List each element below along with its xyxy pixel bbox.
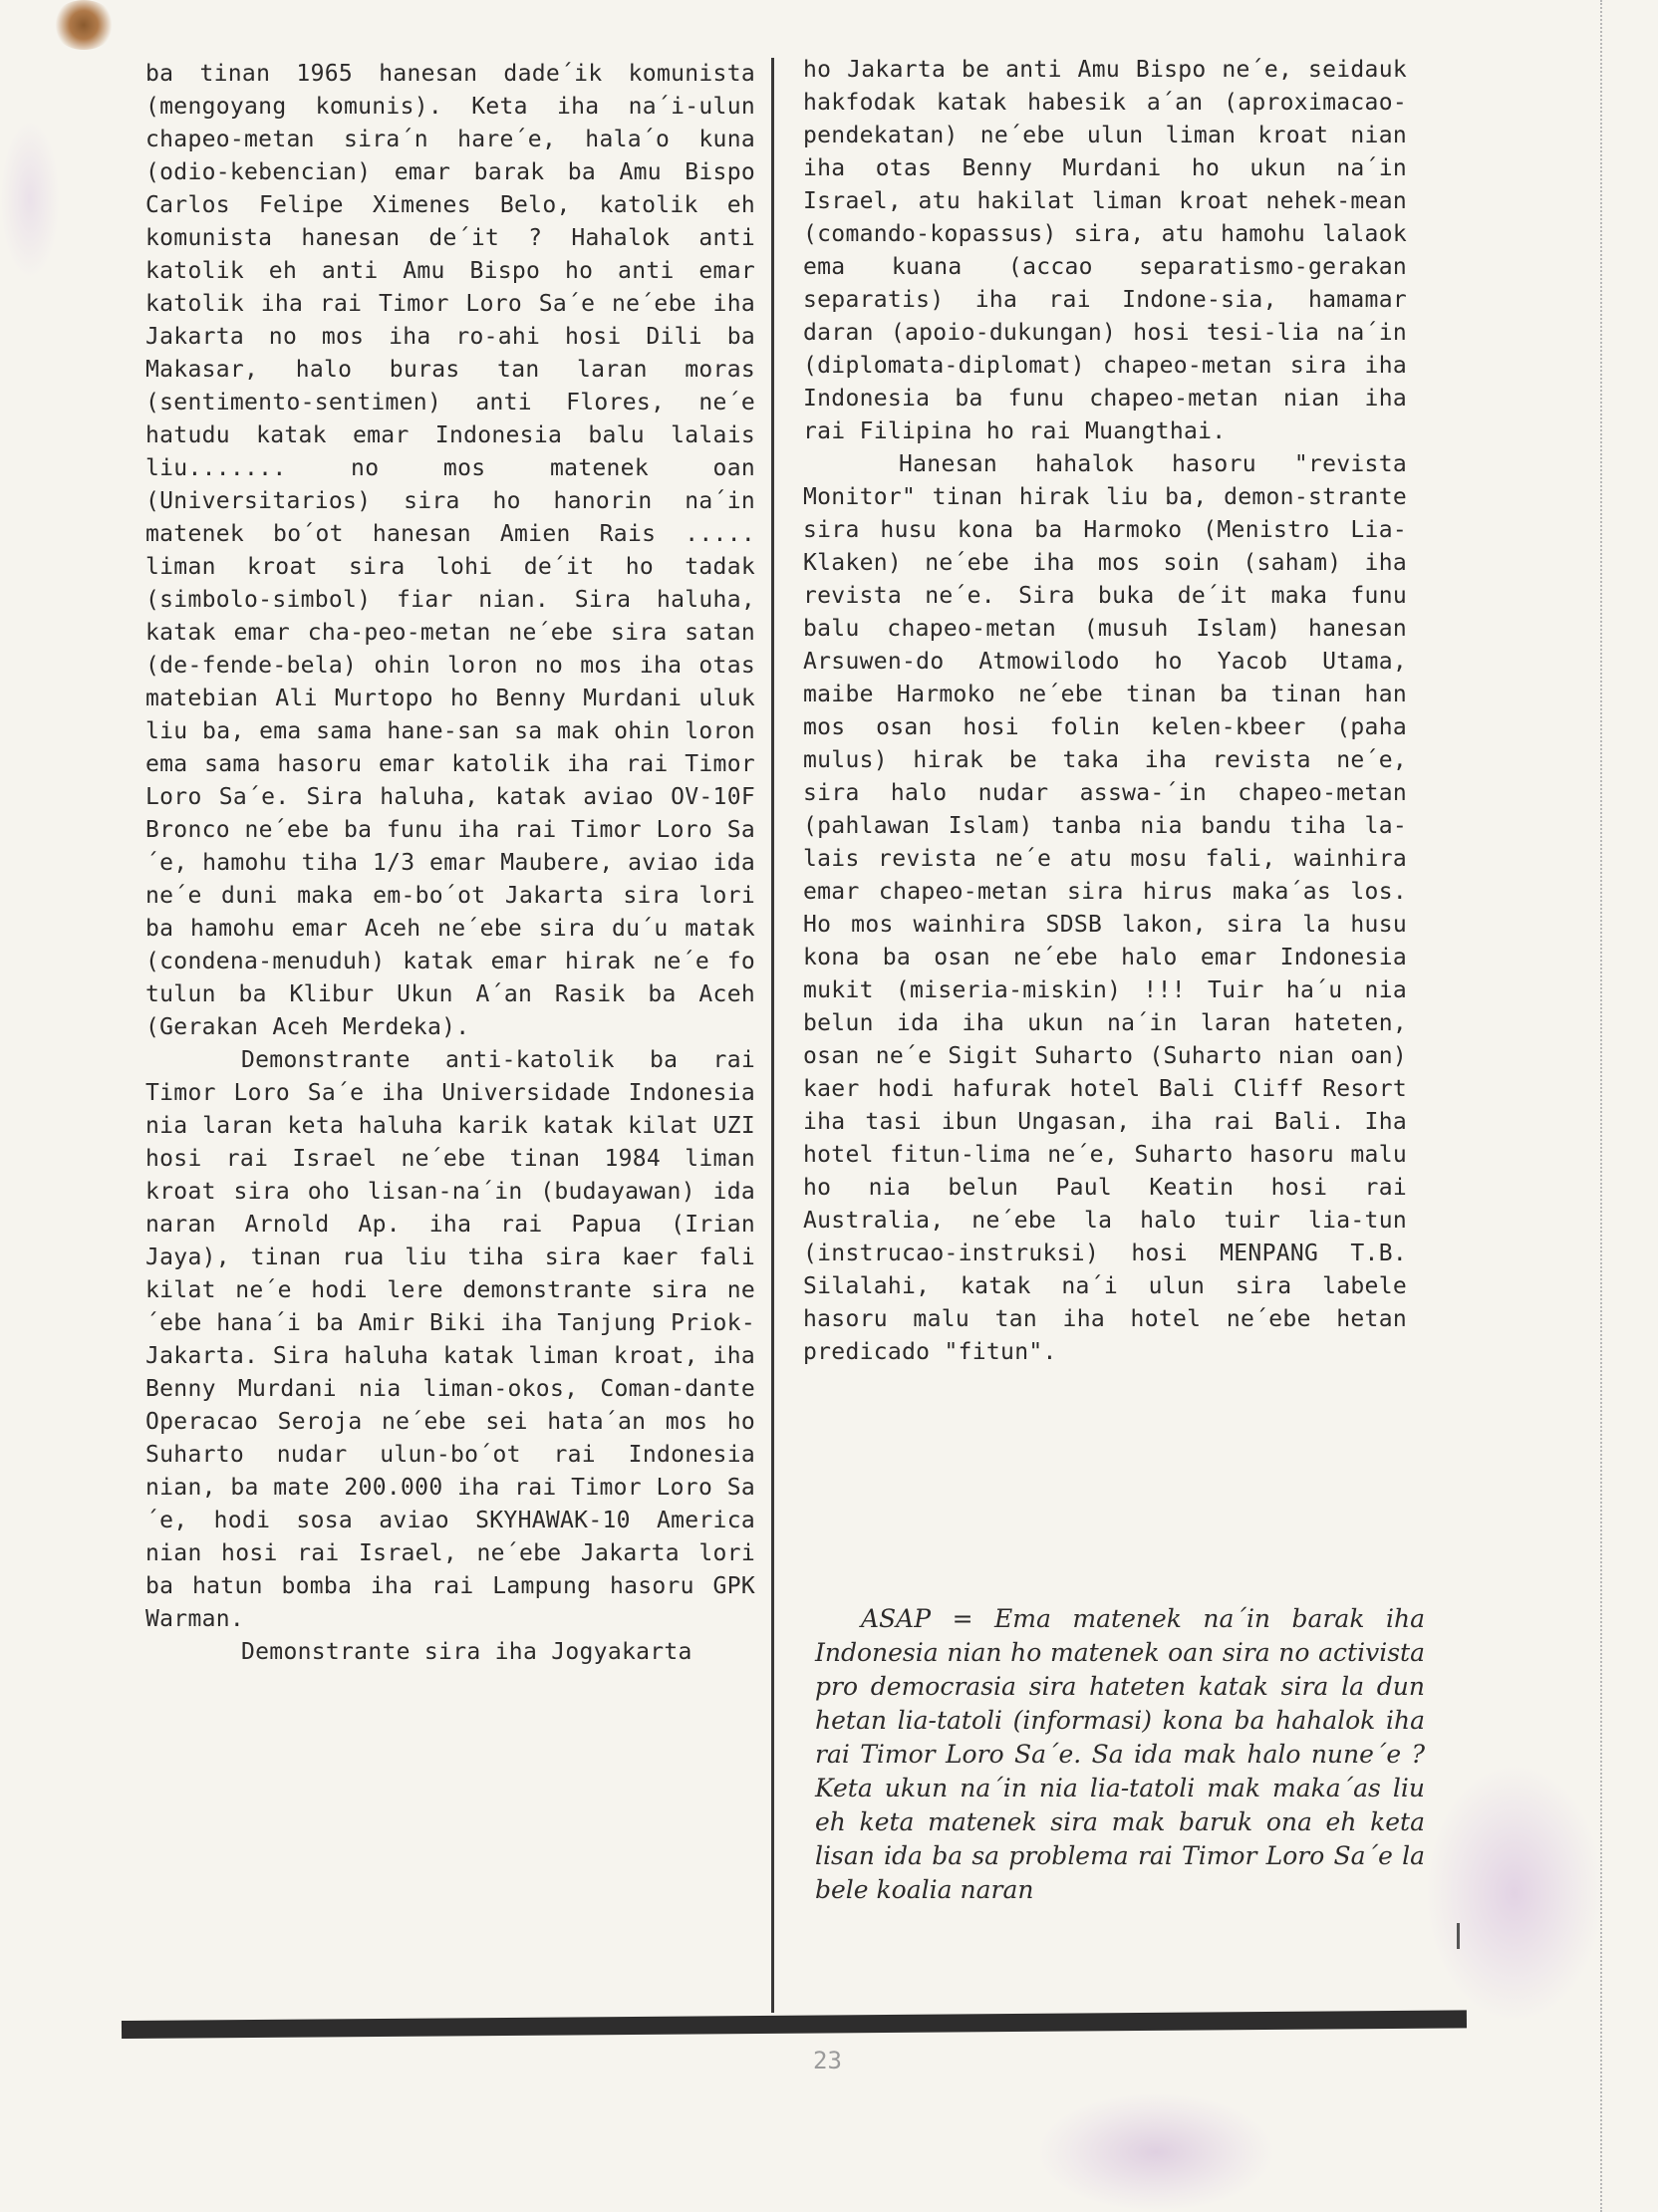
left-paragraph-3: Demonstrante sira iha Jogyakarta bbox=[241, 1639, 692, 1665]
right-column bbox=[803, 54, 1422, 1369]
footnote-text: = Ema matenek na´in barak iha Indonesia nian ho matenek oan sira no activista pro democrasia sira hateten katak sira la dun hetan lia-tatoli (informasi) kona ba hahalok iha rai Timor Loro Sa´e. Sa ida mak halo nune´e ? Keta ukun na´in nia lia-tatoli mak maka´as liu eh keta matenek sira mak baruk ona eh keta lisan ida ba sa problema rai Timor Loro Sa´e la bele koalia naran bbox=[815, 1604, 1425, 1904]
footnote-label: ASAP bbox=[861, 1604, 932, 1633]
column-divider bbox=[771, 58, 774, 2013]
right-paragraph-1: ho Jakarta be anti Amu Bispo ne´e, seidauk hakfodak katak habesik a´an (aproximacao-pendekatan) ne´ebe ulun liman kroat nian iha otas Benny Murdani ho ukun na´in Israel, atu hakilat liman kroat nehek-mean (comando-kopassus) sira, atu hamohu lalaok ema kuana (accao separatismo-gerakan separatis) iha rai Indone-sia, hamamar daran (apoio-dukungan) hosi tesi-lia na´in (diplomata-diplomat) chapeo-metan sira iha Indonesia ba funu chapeo-metan nian iha rai Filipina ho rai Muangthai. bbox=[803, 57, 1422, 444]
rust-stain bbox=[52, 0, 116, 50]
left-column bbox=[145, 58, 770, 1669]
bottom-rule bbox=[122, 2010, 1467, 2039]
ink-smudge bbox=[0, 120, 60, 279]
ink-smudge bbox=[1036, 2092, 1275, 2212]
margin-mark bbox=[1457, 1923, 1460, 1949]
left-paragraph-1: ba tinan 1965 hanesan dade´ik komunista (mengoyang komunis). Keta iha na´i-ulun chapeo-metan sira´n hare´e, hala´o kuna (odio-kebencian) emar barak ba Amu Bispo Carlos Felipe Ximenes Belo, katolik eh komunista hanesan de´it ? Hahalok anti katolik eh anti Amu Bispo ho anti emar katolik iha rai Timor Loro Sa´e ne´ebe iha Jakarta no mos iha ro-ahi hosi Dili ba Makasar, halo buras tan laran moras (sentimento-sentimen) anti Flores, ne´e hatudu katak emar Indonesia balu lalais liu....... no mos matenek oan (Universitarios) sira ho hanorin na´in matenek bo´ot hanesan Amien Rais ..... liman kroat sira lohi de´it ho tadak (simbolo-simbol) fiar nian. Sira haluha, katak emar cha-peo-metan ne´ebe sira satan (de-fende-bela) ohin loron no mos iha otas matebian Ali Murtopo ho Benny Murdani uluk liu ba, ema sama hane-san sa mak ohin loron ema sama hasoru emar katolik iha rai Timor Loro Sa´e. Sira haluha, katak aviao OV-10F Bronco ne´ebe ba funu iha rai Timor Loro Sa´e, hamohu tiha 1/3 emar Maubere, aviao ida ne´e duni maka em-bo´ot Jakarta sira lori ba hamohu emar Aceh ne´ebe sira du´u matak (condena-menuduh) katak emar hirak ne´e fo tulun ba Klibur Ukun A´an Rasik ba Aceh (Gerakan Aceh Merdeka). bbox=[145, 61, 770, 1040]
page-edge-line bbox=[1600, 0, 1603, 2212]
footnote bbox=[815, 1602, 1425, 1907]
left-paragraph-2: Demonstrante anti-katolik ba rai Timor Loro Sa´e iha Universidade Indonesia nia laran keta haluha karik katak kilat UZI hosi rai Israel ne´ebe tinan 1984 liman kroat sira oho lisan-na´in (budayawan) ida naran Arnold Ap. iha rai Papua (Irian Jaya), tinan rua liu tiha sira kaer fali kilat ne´e hodi lere demonstrante sira ne´ebe hana´i ba Amir Biki iha Tanjung Priok-Jakarta. Sira haluha katak liman kroat, iha Benny Murdani nia liman-okos, Coman-dante Operacao Seroja ne´ebe sei hata´an mos ho Suharto nudar ulun-bo´ot rai Indonesia nian, ba mate 200.000 iha rai Timor Loro Sa´e, hodi sosa aviao SKYHAWAK-10 America nian hosi rai Israel, ne´ebe Jakarta lori ba hatun bomba iha rai Lampung hasoru GPK Warman. bbox=[145, 1047, 770, 1632]
right-paragraph-2: Hanesan hahalok hasoru "revista Monitor" tinan hirak liu ba, demon-strante sira husu kona ba Harmoko (Menistro Lia-Klaken) ne´ebe iha mos soin (saham) iha revista ne´e. Sira buka de´it maka funu balu chapeo-metan (musuh Islam) hanesan Arsuwen-do Atmowilodo ho Yacob Utama, maibe Harmoko ne´ebe tinan ba tinan han mos osan hosi folin kelen-kbeer (paha mulus) hirak be taka iha revista ne´e, sira halo nudar asswa-´in chapeo-metan (pahlawan Islam) tanba nia bandu tiha la-lais revista ne´e atu mosu fali, wainhira emar chapeo-metan sira hirus maka´as los. Ho mos wainhira SDSB lakon, sira la husu kona ba osan ne´ebe halo emar Indonesia mukit (miseria-miskin) !!! Tuir ha´u nia belun ida iha ukun na´in laran hateten, osan ne´e Sigit Suharto (Suharto nian oan) kaer hodi hafurak hotel Bali Cliff Resort iha tasi ibun Ungasan, iha rai Bali. Iha hotel fitun-lima ne´e, Suharto hasoru malu ho nia belun Paul Keatin hosi rai Australia, ne´ebe la halo tuir lia-tun (instrucao-instruksi) hosi MENPANG T.B. Silalahi, katak na´i ulun sira labele hasoru malu tan iha hotel ne´ebe hetan predicado "fitun". bbox=[803, 451, 1422, 1365]
page-number: 23 bbox=[813, 2047, 842, 2074]
ink-smudge bbox=[1425, 1764, 1604, 2023]
